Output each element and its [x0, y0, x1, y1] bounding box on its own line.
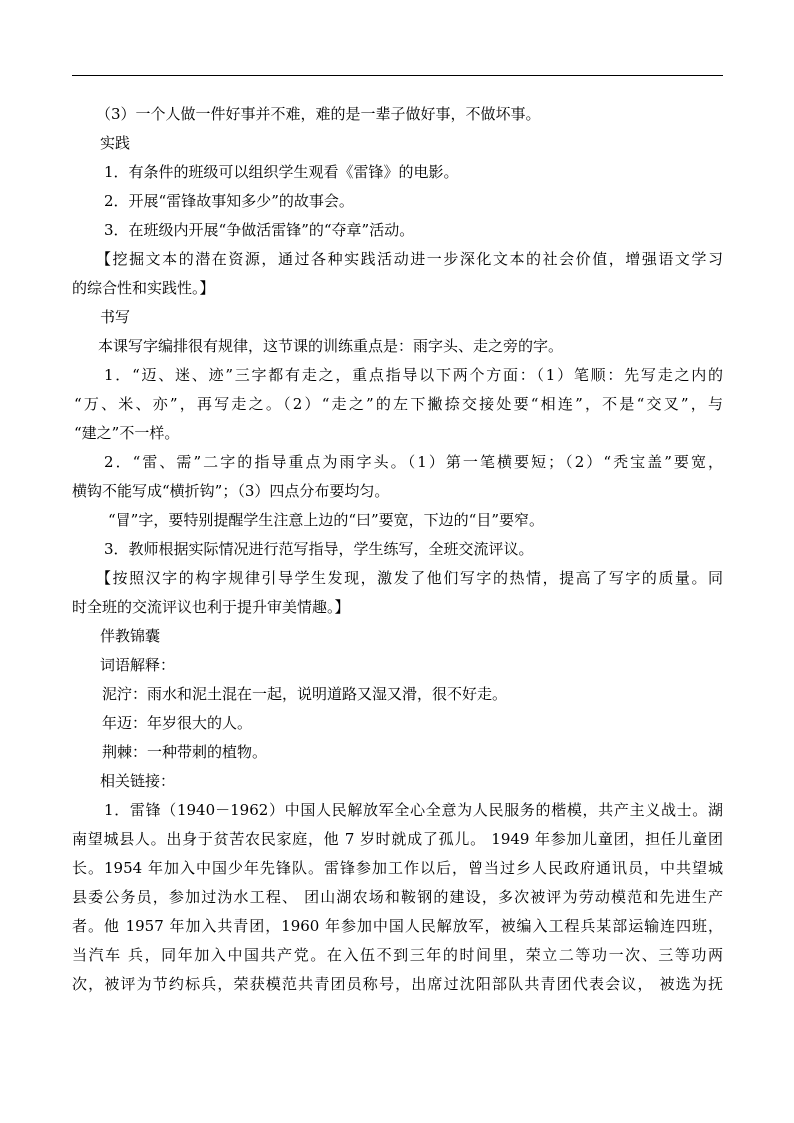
paragraph-line: 1．雷锋（1940－1962）中国人民解放军全心全意为人民服务的楷模，共产主义战士。湖 [104, 801, 723, 819]
paragraph-line: 本课写字编排很有规律，这节课的训练重点是：雨字头、走之旁的字。 [98, 337, 564, 355]
paragraph-line: 者。他 1957 年加入共青团，1960 年参加中国人民解放军，被编入工程兵某部运输连四班， [72, 917, 723, 935]
annotation-line: 时全班的交流评议也利于提升审美情趣。】 [72, 598, 350, 616]
paragraph-line: 1．“迈、迷、迹”三字都有走之，重点指导以下两个方面：（1）笔顺：先写走之内的 [104, 366, 723, 384]
paragraph-line: 当汽车 兵，同年加入中国共产党。在入伍不到三年的时间里，荣立二等功一次、三等功两 [72, 946, 723, 964]
header-rule [72, 75, 723, 76]
subheading-related-links: 相关链接： [100, 772, 176, 790]
subheading-word-explanation: 词语解释： [100, 656, 176, 674]
paragraph-line: “建之”不一样。 [74, 424, 180, 442]
section-heading-teaching-kit: 伴教锦囊 [100, 627, 161, 645]
annotation-line: 【按照汉字的构字规律引导学生发现，激发了他们写字的热情，提高了写字的质量。同 [96, 569, 723, 587]
section-heading-writing: 书写 [100, 308, 131, 326]
paragraph-line: （3）一个人做一件好事并不难，难的是一辈子做好事，不做坏事。 [96, 105, 541, 123]
definition-line: 年迈：年岁很大的人。 [102, 714, 253, 732]
paragraph-line: 次，被评为节约标兵，荣获模范共青团员称号，出席过沈阳部队共青团代表会议， 被选为抚 [72, 975, 723, 993]
paragraph-line: 南望城县人。出身于贫苦农民家庭，他 7 岁时就成了孤儿。 1949 年参加儿童团，担任儿童团 [72, 830, 723, 848]
paragraph-line: “万、米、亦”，再写走之。（2）“走之”的左下撇捺交接处要“相连”，不是“交叉”，与 [74, 395, 723, 413]
definition-line: 荆棘：一种带刺的植物。 [102, 743, 268, 761]
paragraph-line: 3．教师根据实际情况进行范写指导，学生练写，全班交流评议。 [104, 540, 534, 558]
paragraph-line: 横钩不能写成“横折钩”；（3）四点分布要均匀。 [72, 482, 390, 500]
paragraph-line: 1．有条件的班级可以组织学生观看《雷锋》的电影。 [104, 163, 459, 181]
definition-line: 泥泞：雨水和泥土混在一起，说明道路又湿又滑，很不好走。 [102, 685, 508, 703]
document-body [72, 100, 723, 999]
paragraph-line: 2．开展“雷锋故事知多少”的故事会。 [104, 192, 354, 210]
annotation-line: 【挖掘文本的潜在资源，通过各种实践活动进一步深化文本的社会价值，增强语文学习 [96, 250, 723, 268]
paragraph-line: 2．“雷、需”二字的指导重点为雨字头。（1）第一笔横要短；（2）“秃宝盖”要宽， [104, 453, 723, 471]
section-heading-practice: 实践 [100, 134, 131, 152]
paragraph-line: “冒”字，要特别提醒学生注意上边的“曰”要宽，下边的“目”要窄。 [108, 511, 545, 529]
paragraph-line: 3．在班级内开展“争做活雷锋”的“夺章”活动。 [104, 221, 415, 239]
paragraph-line: 县委公务员，参加过沩水工程、 团山湖农场和鞍钢的建设，多次被评为劳动模范和先进生产 [72, 888, 723, 906]
paragraph-line: 长。1954 年加入中国少年先锋队。雷锋参加工作以后，曾当过乡人民政府通讯员，中共望城 [72, 859, 723, 877]
annotation-line: 的综合性和实践性。】 [72, 279, 215, 297]
